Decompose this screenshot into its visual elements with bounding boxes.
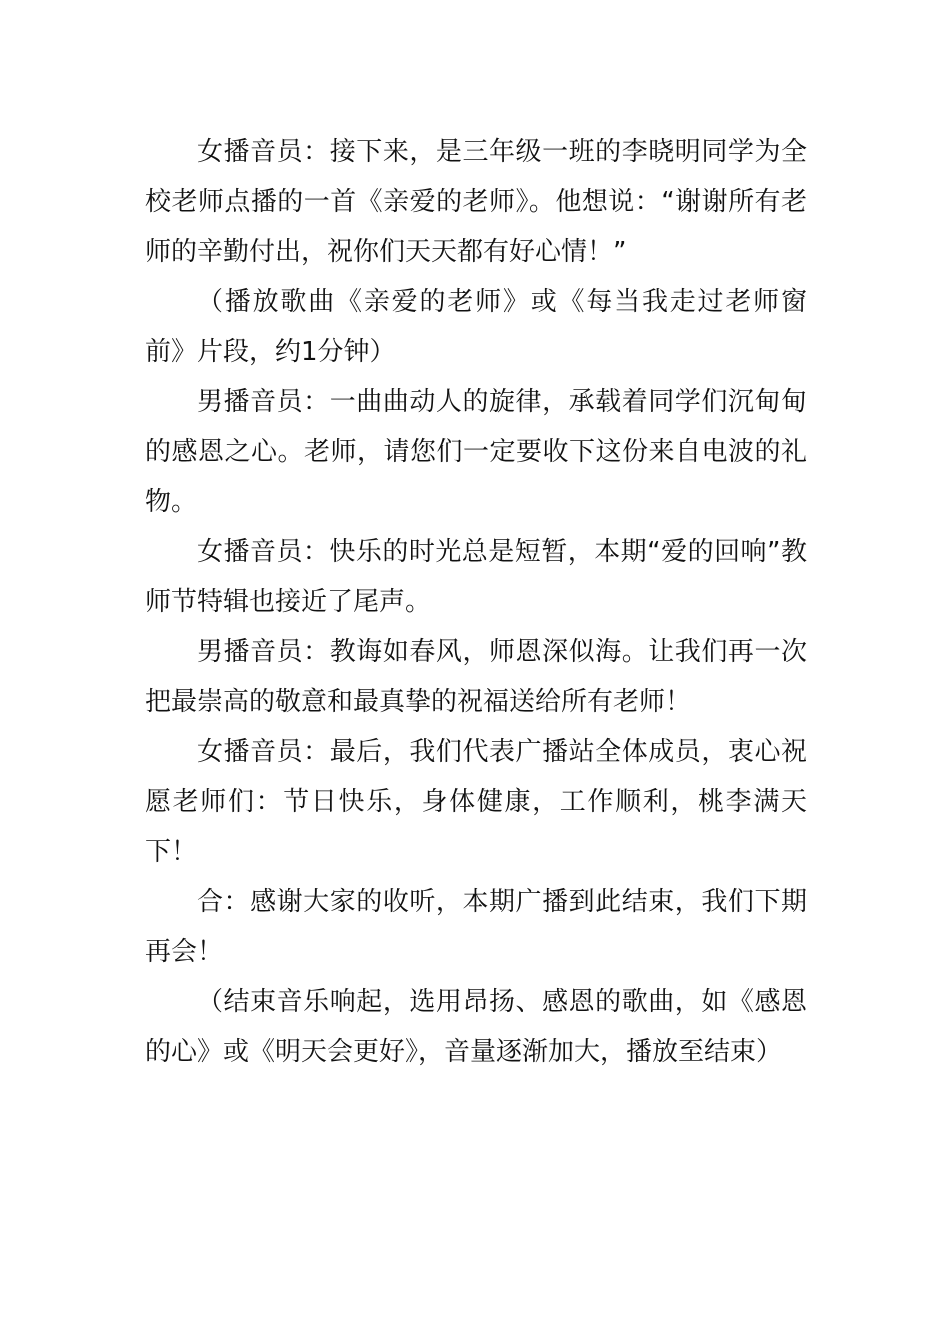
paragraph-male-announcer-respect: 男播音员：教诲如春风，师恩深似海。让我们再一次把最崇高的敬意和最真挚的祝福送给所有老师！ bbox=[145, 637, 807, 717]
paragraph-stage-direction-play-song: （播放歌曲《亲爱的老师》或《每当我走过老师窗前》片段，约1分钟） bbox=[145, 287, 807, 367]
paragraph-female-announcer-song-request: 女播音员：接下来，是三年级一班的李晓明同学为全校老师点播的一首《亲爱的老师》。他想说：“谢谢所有老师的辛勤付出，祝你们天天都有好心情！” bbox=[145, 137, 807, 267]
paragraph-female-announcer-ending: 女播音员：快乐的时光总是短暂，本期“爱的回响”教师节特辑也接近了尾声。 bbox=[145, 537, 807, 617]
paragraph-male-announcer-melody: 男播音员：一曲曲动人的旋律，承载着同学们沉甸甸的感恩之心。老师，请您们一定要收下这份来自电波的礼物。 bbox=[145, 387, 807, 517]
document-body bbox=[145, 127, 807, 1077]
paragraph-together-farewell: 合：感谢大家的收听，本期广播到此结束，我们下期再会！ bbox=[145, 887, 807, 967]
paragraph-stage-direction-closing-music: （结束音乐响起，选用昂扬、感恩的歌曲，如《感恩的心》或《明天会更好》，音量逐渐加大，播放至结束） bbox=[145, 987, 807, 1067]
paragraph-female-announcer-wishes: 女播音员：最后，我们代表广播站全体成员，衷心祝愿老师们：节日快乐，身体健康，工作顺利，桃李满天下！ bbox=[145, 737, 807, 867]
